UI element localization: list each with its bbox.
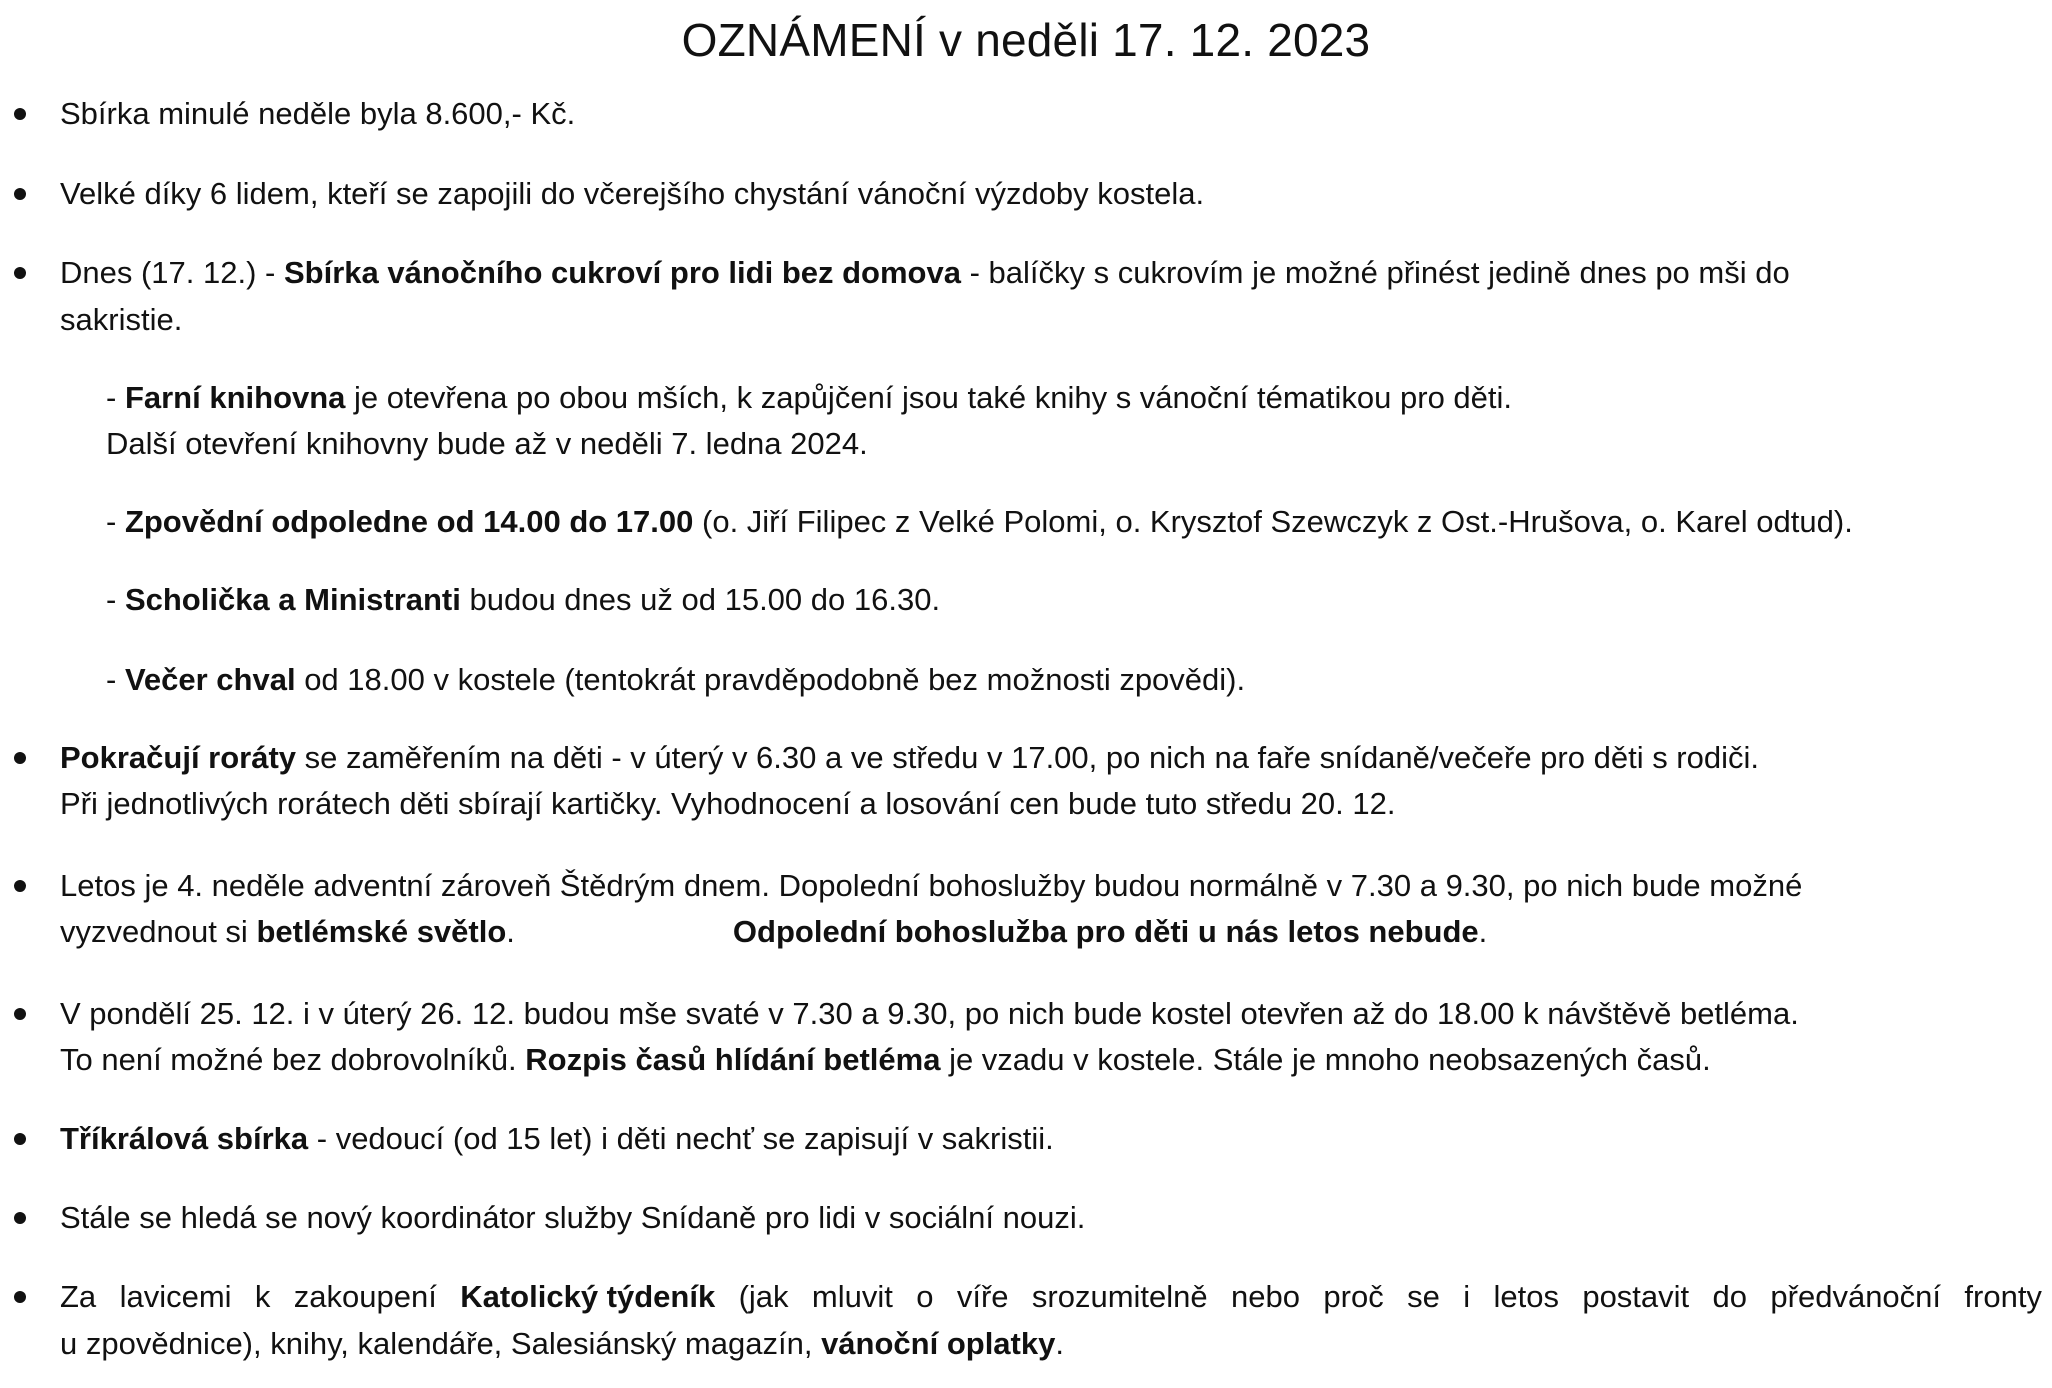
cookies-bold: Sbírka vánočního cukroví pro lidi bez domova [283,255,961,290]
shop-word: nebo [1231,1279,1301,1314]
coordinator-text: Stále se hledá se nový koordinátor služby Snídaně pro lidi v sociální nouzi. [60,1200,1086,1235]
shop-word: i [1463,1279,1471,1314]
confession-bold: Zpovědní odpoledne od 14.00 do 17.00 [124,504,694,539]
confession-lead: - [106,504,125,539]
three-kings-rest: - vedoucí (od 15 let) i děti nechť se zapisují v sakristii. [308,1121,1054,1156]
shop-word: zakoupení [293,1279,437,1314]
evening-lead: - [106,662,125,697]
bullet-icon [14,188,26,200]
rorate-bold: Pokračují roráty [60,740,297,775]
shop-word: (jak [738,1279,789,1314]
shop-word: se [1407,1279,1440,1314]
christmas-line2-bold: Rozpis časů hlídání betléma [525,1042,941,1077]
advent-line2-bold2: Odpolední bohoslužba pro děti u nás letos nebude [732,914,1479,949]
thanks-line [60,172,1204,216]
cookies-line-2 [60,298,182,342]
evening-rest: od 18.00 v kostele (tentokrát pravděpodobně bez možnosti zpovědi). [295,662,1246,697]
evening-bold: Večer chval [124,662,296,697]
christmas-line1: V pondělí 25. 12. i v úterý 26. 12. budou mše svaté v 7.30 a 9.30, po nich bude kostel otevřen až do 18.00 k návštěvě betléma. [60,996,1799,1031]
shop-word: fronty [1964,1279,2042,1314]
library-bold: Farní knihovna [124,380,346,415]
shop-word: srozumitelně [1031,1279,1208,1314]
shop-word: postavit [1582,1279,1690,1314]
library-line2: Další otevření knihovny bude až v neděli 7. ledna 2024. [106,426,868,461]
cookies-rest: - balíčky s cukrovím je možné přinést jedině dnes po mši do [960,255,1790,290]
confession-line [106,500,1853,544]
evening-line [106,658,1245,702]
shop-word: lavicemi [119,1279,232,1314]
collection-text: Sbírka minulé neděle byla 8.600,- Kč. [60,96,576,131]
shop-line-1 [60,1275,2042,1319]
scholicka-lead: - [106,582,125,617]
advent-line-2 [60,910,1487,954]
three-kings-line [60,1117,1054,1161]
cookies-lead: Dnes (17. 12.) - [60,255,284,290]
christmas-line2-lead: To není možné bez dobrovolníků. [60,1042,526,1077]
advent-line1: Letos je 4. neděle adventní zároveň Štědrým dnem. Dopolední bohoslužby budou normálně v 7.30 a 9.30, po nich bude možné [60,868,1803,903]
bullet-icon [14,1008,26,1020]
bullet-icon [14,267,26,279]
christmas-line2-rest: je vzadu v kostele. Stále je mnoho neobsazených časů. [940,1042,1711,1077]
shop-line2-end: . [1055,1326,1064,1361]
rorate-line2: Při jednotlivých rorátech děti sbírají kartičky. Vyhodnocení a losování cen bude tuto středu 20. 12. [60,786,1396,821]
advent-line2-dot: . [506,914,515,949]
scholicka-rest: budou dnes už od 15.00 do 16.30. [460,582,941,617]
shop-word: předvánoční [1770,1279,1942,1314]
scholicka-line [106,578,940,622]
shop-word: do [1712,1279,1748,1314]
scholicka-bold: Scholička a Ministranti [124,582,461,617]
shop-bold: Katolický týdeník [460,1279,716,1314]
shop-word: víře [956,1279,1009,1314]
shop-word: k [254,1279,271,1314]
library-rest: je otevřena po obou mších, k zapůjčení jsou také knihy s vánoční tématikou pro děti. [345,380,1513,415]
christmas-line-1 [60,992,1799,1036]
bullet-icon [14,752,26,764]
shop-word: Za [60,1279,97,1314]
bullet-icon [14,108,26,120]
advent-line-1 [60,864,1802,908]
advent-line2-bold: betlémské světlo [256,914,507,949]
cookies-line2: sakristie. [60,302,183,337]
collection-line [60,92,575,136]
advent-line2-lead: vyzvednout si [60,914,257,949]
bullet-icon [14,1291,26,1303]
rorate-rest: se zaměřením na děti - v úterý v 6.30 a ve středu v 17.00, po nich na faře snídaně/večeře pro děti s rodiči. [296,740,1759,775]
rorate-line-1 [60,736,1759,780]
christmas-line-2 [60,1038,1711,1082]
shop-word: mluvit [811,1279,893,1314]
advent-line2-end: . [1478,914,1488,949]
cookies-line-1 [60,251,1790,295]
library-line-1 [106,376,1512,420]
library-lead: - [106,380,125,415]
rorate-line-2 [60,782,1395,826]
document-title: OZNÁMENÍ v neděli 17. 12. 2023 [681,14,1371,66]
thanks-text: Velké díky 6 lidem, kteří se zapojili do včerejšího chystání vánoční výzdoby kostela. [60,176,1205,211]
shop-line2-bold: vánoční oplatky [821,1326,1056,1361]
shop-word: o [916,1279,934,1314]
coordinator-line [60,1196,1085,1240]
library-line-2 [106,422,868,466]
shop-word: letos [1493,1279,1559,1314]
bullet-icon [14,1133,26,1145]
shop-line2-lead: u zpovědnice), knihy, kalendáře, Salesiánský magazín, [60,1326,822,1361]
shop-line-2 [60,1322,1064,1366]
three-kings-bold: Tříkrálová sbírka [60,1121,309,1156]
bullet-icon [14,880,26,892]
bullet-icon [14,1212,26,1224]
shop-word: proč [1323,1279,1384,1314]
confession-rest: (o. Jiří Filipec z Velké Polomi, o. Krysztof Szewczyk z Ost.-Hrušova, o. Karel odtud). [693,504,1853,539]
